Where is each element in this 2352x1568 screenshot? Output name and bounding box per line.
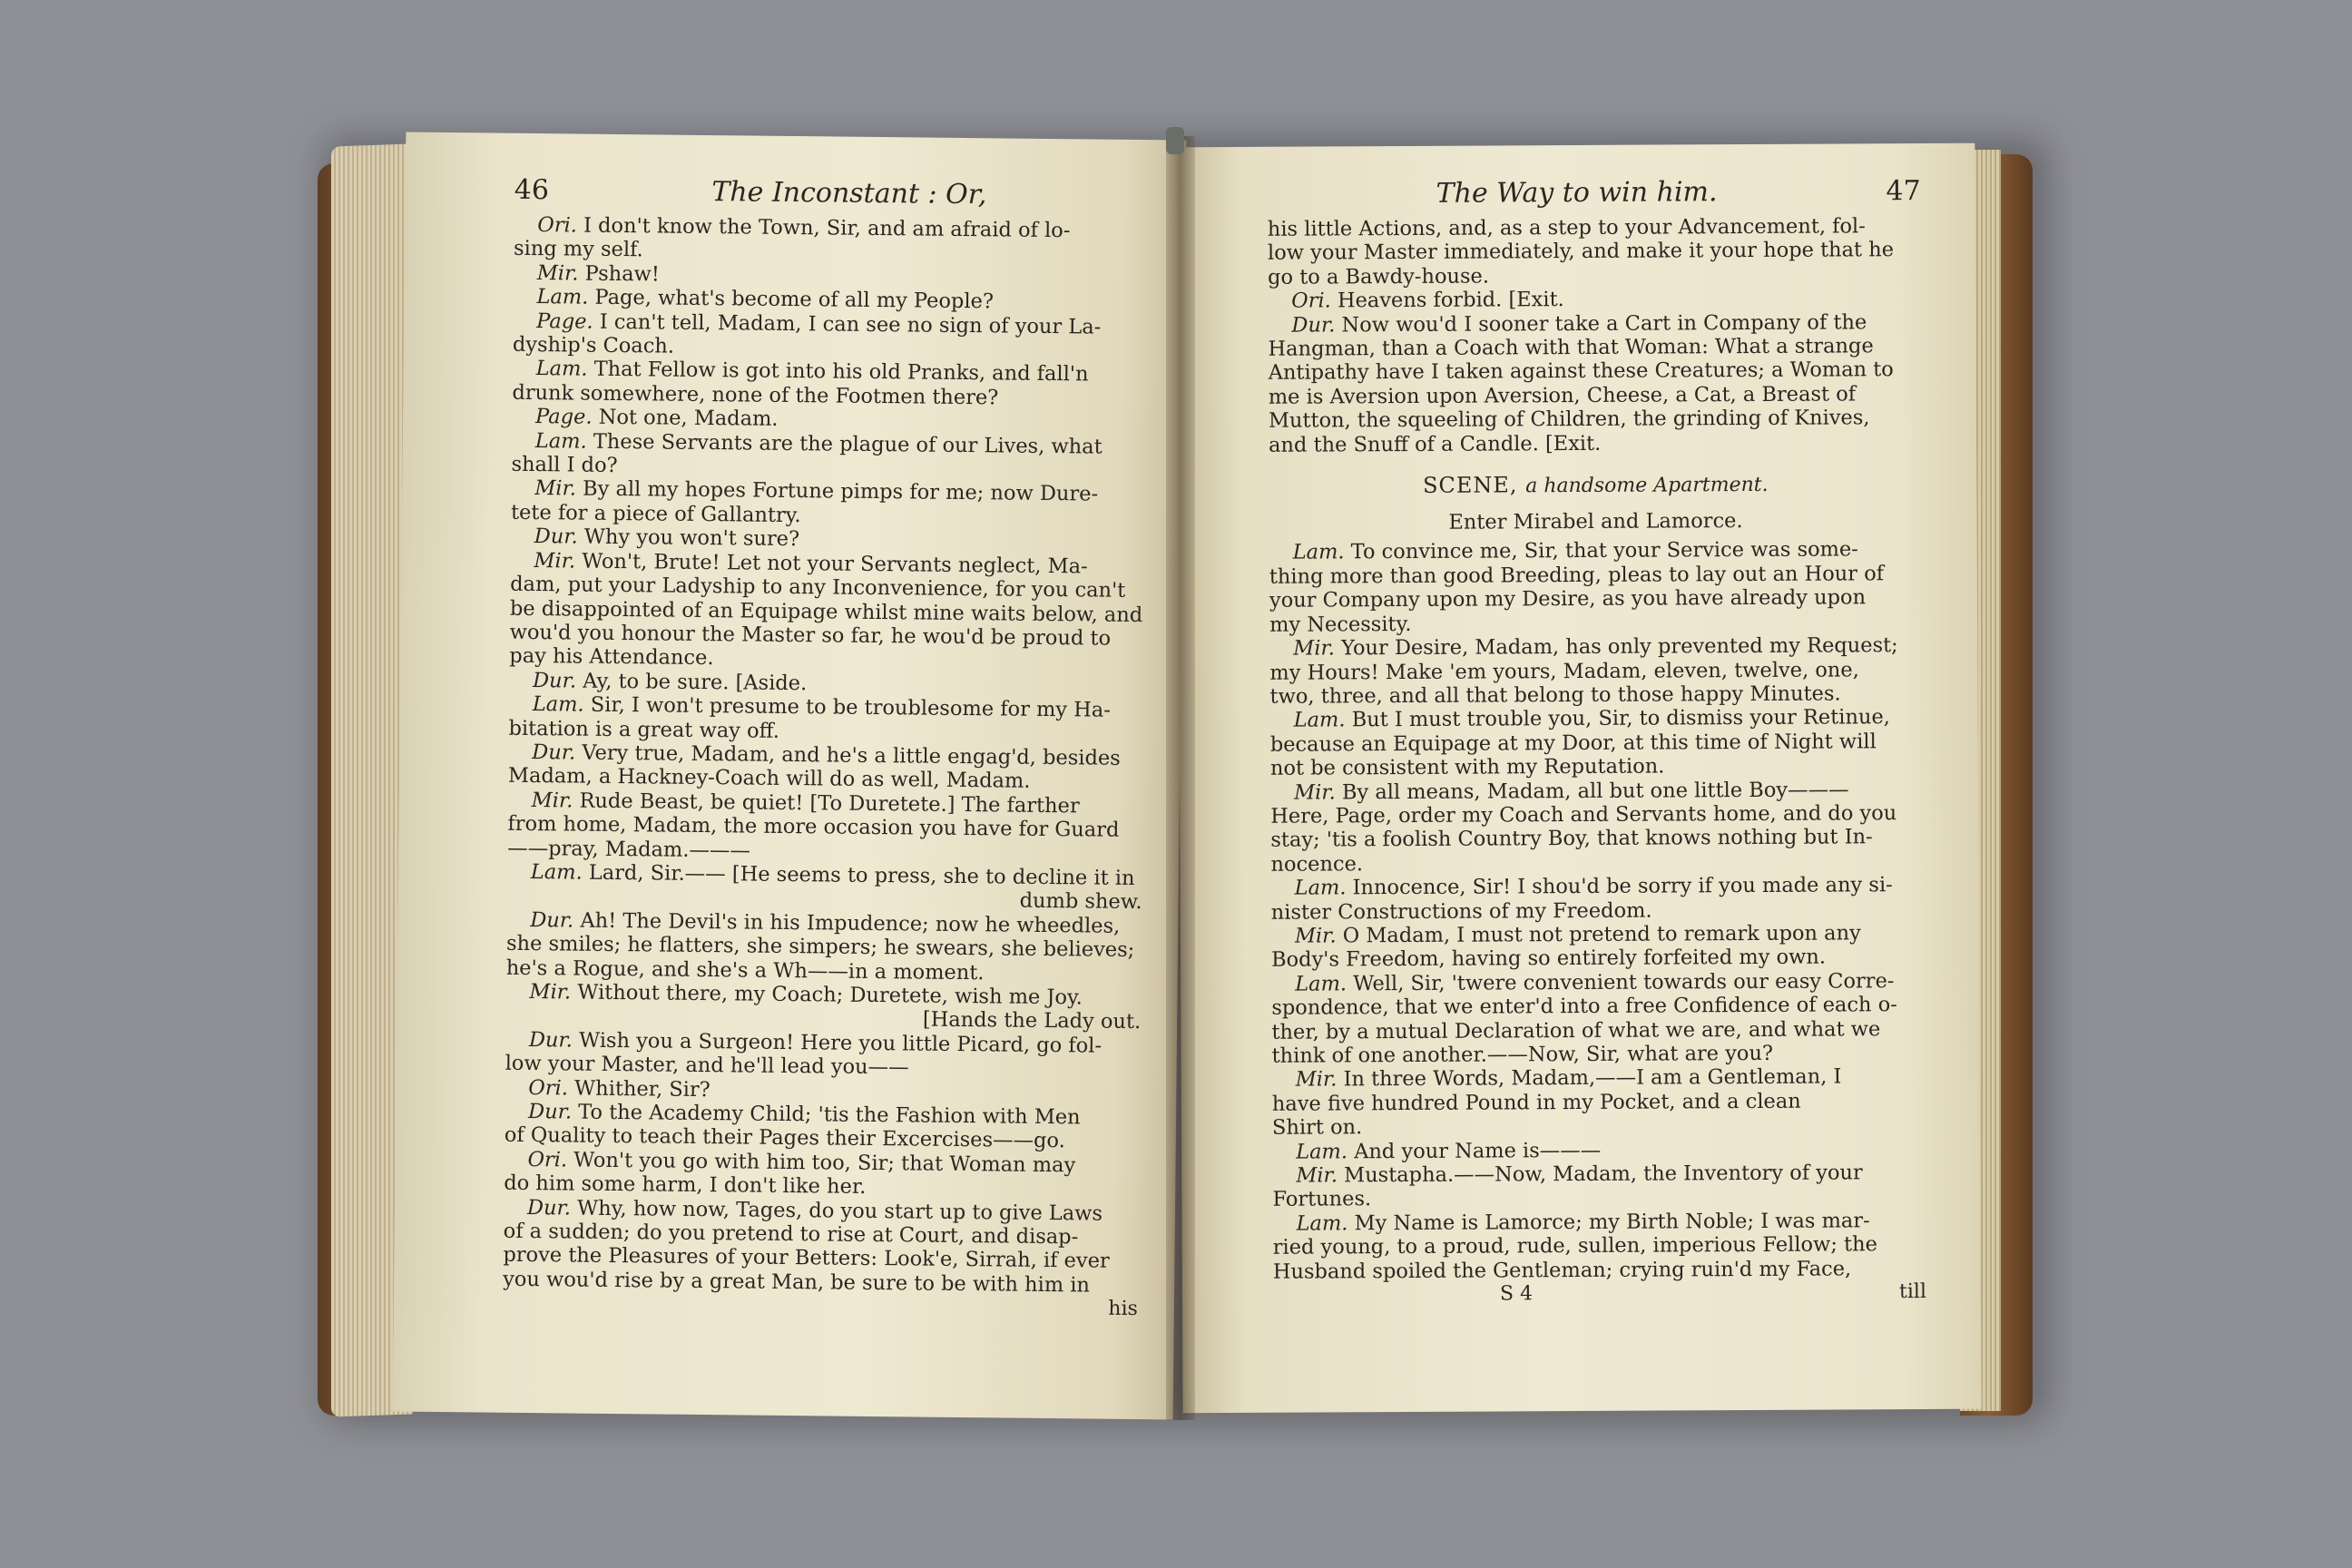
text-line — [1272, 1161, 1926, 1188]
text-line — [1271, 897, 1925, 925]
line-text: Without there, my Coach; Duretete, wish me Joy. — [577, 980, 1083, 1010]
text-line — [1272, 1112, 1926, 1140]
speaker-name: Mir. — [1293, 636, 1342, 661]
speaker-name: Mir. — [1294, 924, 1343, 948]
line-text: my Hours! Make 'em yours, Madam, eleven, twelve, one, — [1269, 657, 1859, 685]
line-text: My Name is Lamorce; my Birth Noble; I was mar- — [1354, 1209, 1870, 1236]
text-line — [1269, 430, 1922, 457]
text-line — [1269, 633, 1923, 661]
text-line — [1270, 730, 1924, 757]
line-text: By all my hopes Fortune pimps for me; now Dure- — [582, 477, 1099, 507]
text-line — [1268, 262, 1921, 289]
right-catchword: till — [1898, 1280, 1927, 1304]
line-text: bitation is a great way off. — [508, 716, 780, 743]
line-text: his little Actions, and, as a step to your Advancement, fol- — [1267, 214, 1866, 241]
right-page-text-bottom — [1269, 537, 1926, 1283]
line-text: And your Name is——— — [1354, 1138, 1602, 1163]
scene-heading — [1269, 470, 1922, 499]
line-text: tete for a piece of Gallantry. — [510, 500, 801, 527]
signature-mark: S 4 — [1499, 1282, 1534, 1306]
left-folio: 46 — [514, 173, 550, 207]
text-line — [1270, 801, 1924, 828]
text-line — [1268, 214, 1921, 241]
speaker-name: Mir. — [1295, 1067, 1344, 1093]
text-line — [1272, 1064, 1926, 1092]
line-text: Won't, Brute! Let not your Servants neglect, Ma- — [582, 549, 1088, 579]
text-line — [1269, 610, 1923, 637]
text-line — [1273, 1232, 1926, 1259]
text-line — [1269, 537, 1923, 564]
line-text: my Necessity. — [1269, 612, 1412, 637]
line-text: Sir, I won't presume to be troublesome for my Ha- — [590, 692, 1112, 722]
line-text: he's a Rogue, and she's a Wh——in a moment. — [505, 956, 985, 985]
speaker-name: Ori. — [527, 1147, 574, 1172]
speaker-name: Mir. — [534, 548, 583, 573]
text-line — [1268, 334, 1921, 361]
speaker-name: Lam. — [535, 357, 594, 382]
line-text: be disappointed of an Equipage whilst mine waits below, and — [509, 596, 1143, 627]
line-text: Heavens forbid. [Exit. — [1337, 288, 1564, 313]
stage-entrance: Enter Mirabel and Lamorce. — [1448, 509, 1743, 534]
line-text: Fortunes. — [1272, 1187, 1372, 1212]
speaker-name: Dur. — [528, 1027, 580, 1053]
text-line — [1270, 778, 1924, 805]
line-text: Innocence, Sir! I shou'd be sorry if you made any si- — [1352, 873, 1893, 900]
line-text: Why, how now, Tages, do you start up to give Laws — [576, 1196, 1103, 1226]
line-text: Ay, to be sure. [Aside. — [583, 669, 808, 695]
right-page-footer — [1273, 1280, 1926, 1307]
text-line — [1269, 585, 1923, 612]
speaker-name: Mir. — [536, 260, 585, 286]
line-text: To the Academy Child; 'tis the Fashion with Men — [578, 1100, 1081, 1130]
line-text: Whither, Sir? — [573, 1076, 710, 1102]
speaker-name: Ori. — [528, 1075, 575, 1101]
text-line — [1271, 993, 1925, 1020]
line-text: Your Desire, Madam, has only prevented my Request; — [1341, 633, 1898, 661]
line-text: Here, Page, order my Coach and Servants home, and do you — [1270, 801, 1897, 828]
line-text: Mustapha.——Now, Madam, the Inventory of your — [1344, 1161, 1863, 1188]
line-text: go to a Bawdy-house. — [1268, 264, 1490, 289]
text-line — [1272, 1209, 1926, 1236]
line-text: Antipathy have I taken against these Creatures; a Woman to — [1268, 358, 1894, 386]
line-text: dam, put your Ladyship to any Inconvenience, for you can't — [510, 572, 1126, 603]
line-text: Ah! The Devil's in his Impudence; now he wheedles, — [580, 908, 1121, 938]
text-line — [1268, 310, 1921, 338]
line-text: Rude Beast, be quiet! [To Duretete.] The farther — [579, 789, 1080, 818]
line-text: not be consistent with my Reputation. — [1269, 754, 1665, 780]
right-running-title: The Way to win him. — [1436, 176, 1718, 210]
speaker-name: Lam. — [1296, 1211, 1355, 1236]
text-line — [1271, 873, 1925, 900]
binding-thread — [1166, 127, 1184, 154]
line-text: To convince me, Sir, that your Service was some- — [1350, 537, 1858, 564]
speaker-name: Dur. — [526, 1195, 578, 1220]
right-page — [1176, 143, 1981, 1414]
line-text: low your Master immediately, and make it your hope that he — [1267, 238, 1895, 266]
text-line — [1272, 1184, 1926, 1211]
speaker-name: Page. — [534, 405, 599, 430]
line-text: dyship's Coach. — [512, 332, 675, 358]
line-text: thing more than good Breeding, pleas to lay out an Hour of — [1269, 562, 1885, 589]
line-text: and the Snuff of a Candle. [Exit. — [1269, 431, 1602, 457]
line-text: drunk somewhere, none of the Footmen there? — [512, 380, 999, 410]
text-line — [1268, 286, 1921, 313]
line-text: I don't know the Town, Sir, and am afraid of lo- — [583, 213, 1071, 243]
speaker-name: Lam. — [1295, 972, 1354, 996]
text-line — [1271, 1017, 1925, 1044]
speaker-name: Lam. — [1292, 540, 1351, 565]
text-line — [1269, 406, 1922, 433]
line-text: Pshaw! — [584, 261, 661, 287]
left-catchword: his — [1108, 1297, 1138, 1321]
line-text: Body's Freedom, having so entirely forfeited my own. — [1270, 945, 1827, 973]
speaker-name: Lam. — [534, 428, 593, 454]
line-text: [Hands the Lady out. — [922, 1007, 1142, 1034]
line-text: In three Words, Madam,——I am a Gentleman, I — [1343, 1064, 1842, 1092]
line-text: spondence, that we enter'd into a free Confidence of each o- — [1271, 993, 1897, 1020]
speaker-name: Lam. — [1294, 876, 1353, 900]
speaker-name: Dur. — [527, 1100, 579, 1124]
line-text: Page, what's become of all my People? — [594, 285, 995, 314]
line-text: O Madam, I must not pretend to remark upon any — [1342, 921, 1861, 948]
line-text: Why you won't sure? — [583, 524, 800, 552]
line-text: she smiles; he flatters, she simpers; he swears, she believes; — [505, 931, 1135, 963]
speaker-name: Page. — [536, 309, 600, 334]
line-text: wou'd you honour the Master so far, he wou'd be proud to — [509, 620, 1112, 651]
line-text: nocence. — [1270, 851, 1364, 877]
speaker-name: Mir. — [534, 476, 583, 502]
line-text: from home, Madam, the more occasion you have for Guard — [507, 811, 1120, 842]
line-text: your Company upon my Desire, as you have already upon — [1269, 585, 1867, 613]
text-line — [1272, 1137, 1926, 1164]
text-line — [1272, 1089, 1926, 1116]
speaker-name: Lam. — [532, 692, 591, 717]
speaker-name: Dur. — [534, 524, 585, 549]
line-text: have five hundred Pound in my Pocket, and a clean — [1271, 1089, 1801, 1116]
line-text: I can't tell, Madam, I can see no sign of your La- — [599, 309, 1102, 339]
left-page-text — [503, 213, 1149, 1298]
line-text: low your Master, and he'll lead you—— — [505, 1051, 909, 1080]
line-text: stay; 'tis a foolish Country Boy, that knows nothing but In- — [1270, 825, 1873, 853]
line-text: Wish you a Surgeon! Here you little Picard, go fol- — [578, 1028, 1102, 1058]
text-line — [1271, 969, 1925, 996]
line-text: But I must trouble you, Sir, to dismiss your Retinue, — [1351, 705, 1890, 732]
line-text: pay his Attendance. — [509, 644, 714, 671]
right-folio: 47 — [1886, 175, 1921, 208]
text-line — [1271, 945, 1925, 972]
speaker-name: Lam. — [1293, 708, 1352, 732]
speaker-name: Ori. — [537, 213, 584, 238]
text-line — [1270, 849, 1924, 877]
speaker-name: Lam. — [536, 285, 595, 309]
scene-heading-label: SCENE, — [1422, 472, 1518, 498]
right-running-head — [1268, 175, 1921, 211]
line-text: Madam, a Hackney-Coach will do as well, Madam. — [507, 764, 1031, 794]
line-text: Well, Sir, 'twere convenient towards our easy Corre- — [1353, 968, 1895, 996]
speaker-name: Dur. — [532, 740, 583, 765]
line-text: Very true, Madam, and he's a little engag'd, besides — [582, 740, 1121, 770]
line-text: you wou'd rise by a great Man, be sure to be with him in — [503, 1267, 1091, 1298]
line-text: think of one another.——Now, Sir, what are you? — [1271, 1041, 1774, 1068]
line-text: Not one, Madam. — [598, 406, 779, 432]
text-line — [1269, 358, 1922, 385]
text-line — [1269, 658, 1923, 685]
line-text: Lard, Sir.—— [He seems to press, she to decline it in — [588, 860, 1135, 890]
left-page — [393, 132, 1187, 1420]
speaker-name: Lam. — [1296, 1139, 1355, 1164]
line-text: Hangman, than a Coach with that Woman: What a strange — [1268, 334, 1874, 361]
text-line — [1269, 382, 1922, 409]
line-text: Now wou'd I sooner take a Cart in Company of the — [1341, 309, 1867, 337]
line-text: dumb shew. — [1019, 889, 1142, 915]
text-line — [1269, 562, 1923, 589]
line-text: By all means, Madam, all but one little Boy——— — [1341, 777, 1849, 804]
line-text: Husband spoiled the Gentleman; crying ruin'd my Face, — [1272, 1257, 1852, 1284]
line-text: ther, by a mutual Declaration of what we are, and what we — [1271, 1016, 1881, 1044]
line-text: of a sudden; do you pretend to rise at Court, and disap- — [503, 1219, 1079, 1250]
line-text: Won't you go with him too, Sir; that Woman may — [573, 1148, 1076, 1178]
text-line — [1270, 753, 1924, 780]
speaker-name: Mir. — [1294, 779, 1342, 805]
speaker-name: Lam. — [530, 859, 590, 885]
speaker-name: Dur. — [530, 907, 581, 933]
speaker-name: Dur. — [532, 668, 583, 693]
line-text: me is Aversion upon Aversion, Cheese, a Cat, a Breast of — [1268, 382, 1857, 409]
speaker-name: Mir. — [531, 788, 580, 813]
line-text: ried young, to a proud, rude, sullen, imperious Fellow; the — [1272, 1232, 1877, 1260]
text-line — [1273, 1257, 1926, 1284]
line-text: These Servants are the plague of our Lives, what — [593, 429, 1102, 459]
line-text: Mutton, the squeeling of Children, the grinding of Knives, — [1268, 406, 1870, 434]
text-line — [1272, 1041, 1926, 1068]
speaker-name: Mir. — [529, 980, 578, 1004]
speaker-name: Mir. — [1296, 1163, 1345, 1188]
speaker-name: Ori. — [1291, 289, 1338, 313]
text-line — [1270, 825, 1924, 852]
line-text: sing my self. — [513, 237, 643, 262]
line-text: of Quality to teach their Pages their Excercises——go. — [504, 1123, 1065, 1153]
line-text: Shirt on. — [1271, 1115, 1363, 1140]
line-text: nister Constructions of my Freedom. — [1270, 898, 1652, 925]
line-text: ——pray, Madam.——— — [507, 836, 751, 863]
line-text: That Fellow is got into his old Pranks, and fall'n — [593, 358, 1089, 387]
right-page-text-top — [1268, 214, 1922, 457]
speaker-name: Dur. — [1291, 312, 1342, 338]
text-line — [1270, 705, 1924, 732]
text-line — [1268, 238, 1921, 265]
line-text: because an Equipage at my Door, at this time of Night will — [1269, 730, 1877, 757]
line-text: prove the Pleasures of your Betters: Look'e, Sirrah, if ever — [503, 1243, 1110, 1274]
line-text: two, three, and all that belong to those happy Minutes. — [1269, 681, 1841, 709]
left-running-head — [514, 174, 1150, 212]
text-line — [1269, 681, 1923, 709]
line-text: shall I do? — [511, 452, 618, 478]
scene-setting: a handsome Apartment. — [1525, 473, 1769, 498]
left-running-title: The Inconstant : Or, — [711, 176, 987, 211]
line-text: do him some harm, I don't like her. — [504, 1171, 867, 1200]
book-gutter — [1166, 136, 1195, 1420]
text-line — [1271, 921, 1925, 948]
